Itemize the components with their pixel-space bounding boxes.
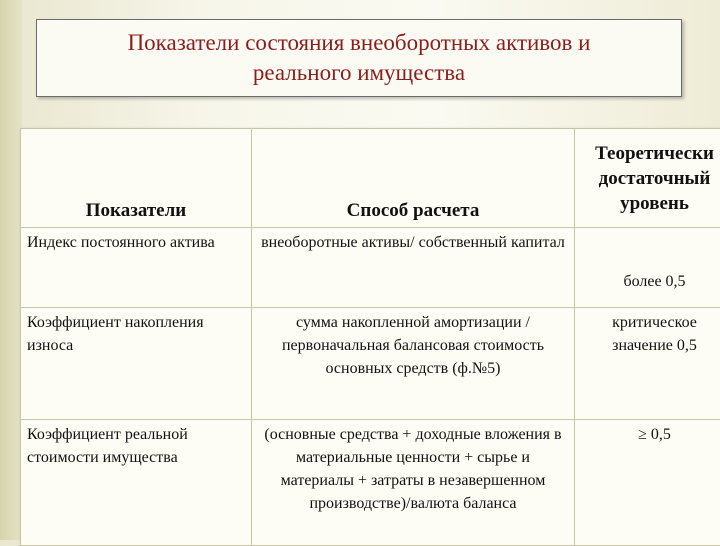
slide-title-line-2: реального имущества xyxy=(128,58,591,88)
header-level: Теоретически достаточный уровень xyxy=(575,129,720,228)
cell-method: сумма накопленной амортизации / первоначальная балансовая стоимость основных средств (ф.№5) xyxy=(252,308,575,420)
cell-method: внеоборотные активы/ собственный капитал xyxy=(252,228,575,308)
header-indicator: Показатели xyxy=(21,129,252,228)
indicators-table xyxy=(20,128,720,546)
cell-level: более 0,5 xyxy=(575,228,720,308)
decorative-left-band xyxy=(0,0,22,540)
table-header-row xyxy=(21,129,720,228)
slide-title-line-1: Показатели состояния внеоборотных активов и xyxy=(128,28,591,58)
indicators-table-container xyxy=(20,128,719,546)
slide-title xyxy=(36,19,682,97)
table-row xyxy=(21,228,720,308)
table-row xyxy=(21,420,720,546)
table-row xyxy=(21,308,720,420)
cell-indicator: Коэффициент реальной стоимости имущества xyxy=(21,420,252,546)
cell-level: критическое значение 0,5 xyxy=(575,308,720,420)
header-method: Способ расчета xyxy=(252,129,575,228)
cell-indicator: Коэффициент накопления износа xyxy=(21,308,252,420)
cell-method: (основные средства + доходные вложения в материальные ценности + сырье и материалы + затраты в незавершенном производстве)/валюта баланса xyxy=(252,420,575,546)
cell-level: ≥ 0,5 xyxy=(575,420,720,546)
cell-indicator: Индекс постоянного актива xyxy=(21,228,252,308)
